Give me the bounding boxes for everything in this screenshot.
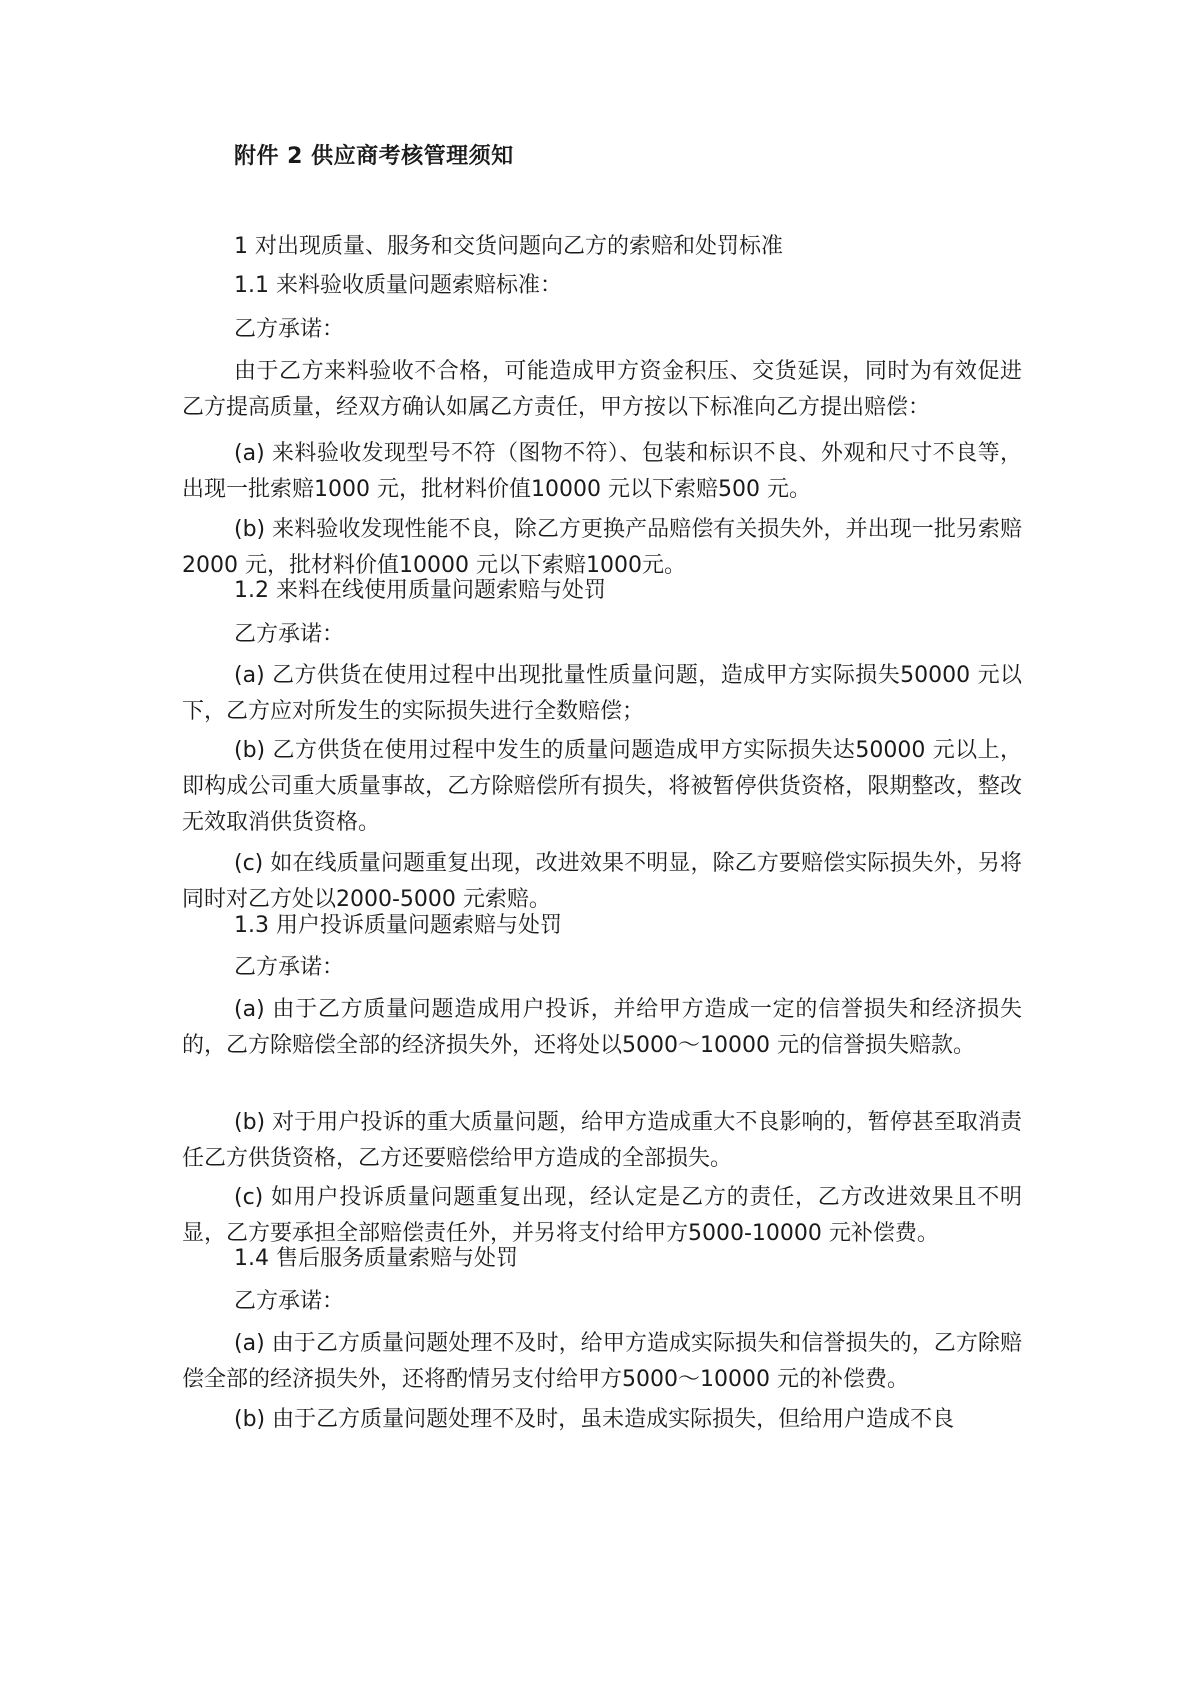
section-1-1-item-b: (b) 来料验收发现性能不良，除乙方更换产品赔偿有关损失外，并出现一批另索赔2000 元，批材料价值10000 元以下索赔1000元。: [182, 517, 1022, 578]
section-1-1-intro: 由于乙方来料验收不合格，可能造成甲方资金积压、交货延误，同时为有效促进乙方提高质量，经双方确认如属乙方责任，甲方按以下标准向乙方提出赔偿：: [182, 359, 1022, 420]
section-1-heading: 1 对出现质量、服务和交货问题向乙方的索赔和处罚标准: [234, 234, 783, 259]
section-1-3-item-c: (c) 如用户投诉质量问题重复出现，经认定是乙方的责任，乙方改进效果且不明显，乙方要承担全部赔偿责任外，并另将支付给甲方5000-10000 元补偿费。: [182, 1185, 1022, 1246]
section-1-3-heading: 1.3 用户投诉质量问题索赔与处罚: [234, 913, 562, 938]
section-1-4-promise: 乙方承诺：: [234, 1289, 345, 1314]
section-1-2-heading: 1.2 来料在线使用质量问题索赔与处罚: [234, 578, 606, 603]
section-1-1-promise: 乙方承诺：: [234, 317, 345, 342]
section-1-3-item-b: (b) 对于用户投诉的重大质量问题，给甲方造成重大不良影响的，暂停甚至取消责任乙方供货资格，乙方还要赔偿给甲方造成的全部损失。: [182, 1110, 1022, 1171]
section-1-4-heading: 1.4 售后服务质量索赔与处罚: [234, 1246, 518, 1271]
section-1-3-promise: 乙方承诺：: [234, 955, 345, 980]
section-1-4-item-b: (b) 由于乙方质量问题处理不及时，虽未造成实际损失，但给用户造成不良: [234, 1407, 955, 1432]
section-1-2-promise: 乙方承诺：: [234, 622, 345, 647]
section-1-1-heading: 1.1 来料验收质量问题索赔标准：: [234, 273, 562, 298]
section-1-2-item-a: (a) 乙方供货在使用过程中出现批量性质量问题，造成甲方实际损失50000 元以下，乙方应对所发生的实际损失进行全数赔偿；: [182, 663, 1022, 724]
section-1-2-item-b: (b) 乙方供货在使用过程中发生的质量问题造成甲方实际损失达50000 元以上，即构成公司重大质量事故，乙方除赔偿所有损失，将被暂停供货资格，限期整改，整改无效取消供货资格。: [182, 738, 1022, 835]
section-1-2-item-c: (c) 如在线质量问题重复出现，改进效果不明显，除乙方要赔偿实际损失外，另将同时对乙方处以2000-5000 元索赔。: [182, 851, 1022, 912]
section-1-3-item-a: (a) 由于乙方质量问题造成用户投诉，并给甲方造成一定的信誉损失和经济损失的，乙方除赔偿全部的经济损失外，还将处以5000～10000 元的信誉损失赔款。: [182, 997, 1022, 1058]
section-1-1-item-a: (a) 来料验收发现型号不符（图物不符）、包装和标识不良、外观和尺寸不良等，出现一批索赔1000 元，批材料价值10000 元以下索赔500 元。: [182, 441, 1022, 502]
document-title: 附件 2 供应商考核管理须知: [234, 144, 514, 169]
section-1-4-item-a: (a) 由于乙方质量问题处理不及时，给甲方造成实际损失和信誉损失的，乙方除赔偿全部的经济损失外，还将酌情另支付给甲方5000～10000 元的补偿费。: [182, 1331, 1022, 1392]
